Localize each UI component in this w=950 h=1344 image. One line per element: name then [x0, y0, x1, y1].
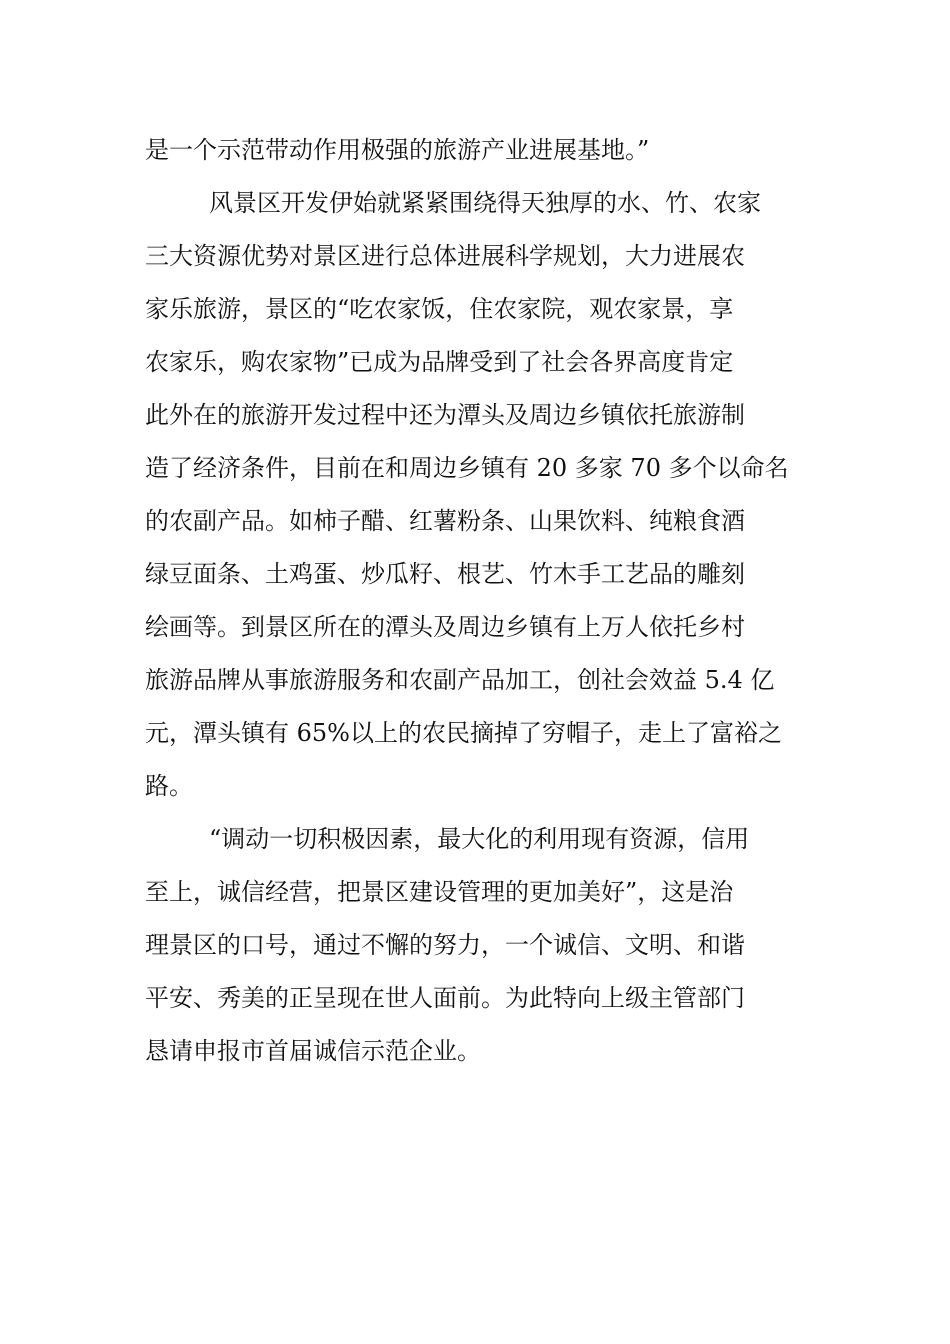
- paragraph-start-line: “调动一切积极因素，最大化的利用现有资源，信用: [209, 825, 750, 853]
- text-line: 恳请申报市首届诚信示范企业。: [145, 1037, 481, 1065]
- text-line: 旅游品牌从事旅游服务和农副产品加工，创社会效益 5.4 亿: [145, 666, 775, 694]
- text-line: 的农副产品。如柿子醋、红薯粉条、山果饮料、纯粮食酒: [145, 507, 745, 535]
- text-line: 绘画等。到景区所在的潭头及周边乡镇有上万人依托乡村: [145, 613, 745, 641]
- text-line: 是一个示范带动作用极强的旅游产业进展基地。”: [145, 136, 650, 164]
- paragraph-start-line: 风景区开发伊始就紧紧围绕得天独厚的水、竹、农家: [209, 189, 761, 217]
- text-line: 家乐旅游，景区的“吃农家饭，住农家院，观农家景，享: [145, 295, 734, 323]
- text-line: 此外在的旅游开发过程中还为潭头及周边乡镇依托旅游制: [145, 401, 745, 429]
- text-line: 三大资源优势对景区进行总体进展科学规划，大力进展农: [145, 242, 745, 270]
- text-line: 元，潭头镇有 65%以上的农民摘掉了穷帽子，走上了富裕之: [145, 719, 782, 747]
- body-text: [145, 124, 810, 1078]
- text-line: 至上，诚信经营，把景区建设管理的更加美好”，这是治: [145, 878, 734, 906]
- text-line: 理景区的口号，通过不懈的努力，一个诚信、文明、和谐: [145, 931, 745, 959]
- text-line: 平安、秀美的正呈现在世人面前。为此特向上级主管部门: [145, 984, 745, 1012]
- text-line: 造了经济条件，目前在和周边乡镇有 20 多家 70 多个以命名: [145, 454, 789, 482]
- text-line: 农家乐，购农家物”已成为品牌受到了社会各界高度肯定: [145, 348, 734, 376]
- text-line: 路。: [145, 772, 193, 800]
- text-line: 绿豆面条、土鸡蛋、炒瓜籽、根艺、竹木手工艺品的雕刻: [145, 560, 745, 588]
